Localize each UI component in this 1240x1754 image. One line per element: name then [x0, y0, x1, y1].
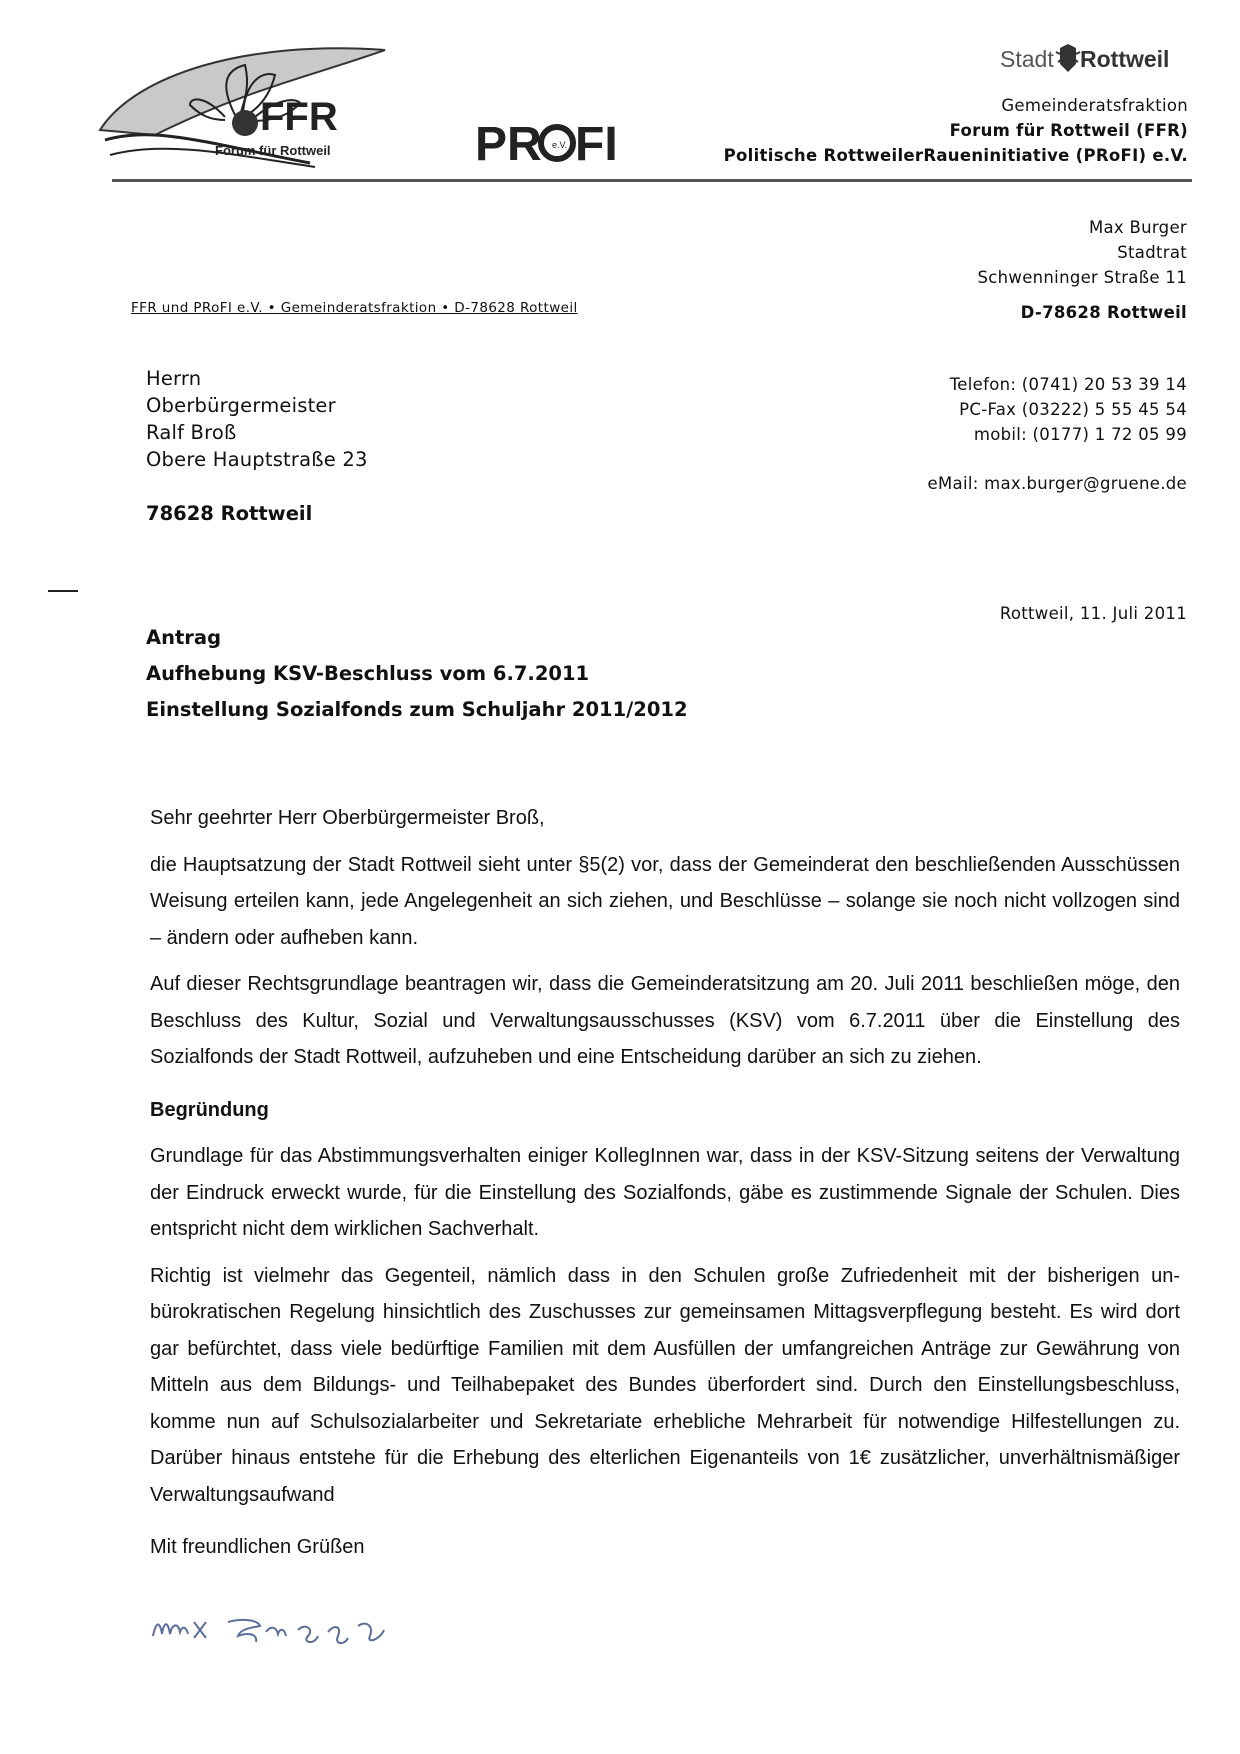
svg-text:PR: PR	[475, 118, 542, 167]
sender-name: Max Burger	[1088, 218, 1187, 237]
ffr-logo-text: FFR	[260, 95, 338, 139]
letter-date: Rottweil, 11. Juli 2011	[999, 604, 1187, 623]
recipient-street: Obere Hauptstraße 23	[146, 448, 368, 471]
subject-line-3: Einstellung Sozialfonds zum Schuljahr 2011/2012	[146, 698, 688, 721]
closing: Mit freundlichen Grüßen	[150, 1536, 365, 1558]
sender-address	[787, 215, 1187, 290]
recipient-address	[146, 365, 368, 473]
letterhead-header	[628, 93, 1188, 168]
header-profi-line: Politische RottweilerRaueninitiative (PRoFI) e.V.	[723, 146, 1188, 165]
svg-text:Rottweil: Rottweil	[1080, 46, 1170, 72]
svg-text:e.V.: e.V.	[552, 140, 568, 150]
contact-phone: Telefon: (0741) 20 53 39 14	[949, 375, 1187, 394]
ffr-logo-subtitle: Forum für Rottweil	[215, 143, 331, 158]
body-paragraph-4: Richtig ist vielmehr das Gegenteil, nämlich dass in den Schulen große Zufriedenheit mit der bisherigen unbürokratischen Regelung hinsichtlich des Zuschusses zur gemeinsamen Mittagsverpflegung besteht. Es wird dort gar befürchtet, dass viele bedürftige Familien mit dem Ausfüllen der umfangreichen Anträge zur Gewährung von Mitteln aus dem Bildungs- und Teilhabepaket des Bundes überfordert sind. Durch den Einstellungsbeschluss, komme nun auf Schulsozialarbeiter und Sekretariate erhebliche Mehrarbeit für notwendige Hilfestellungen zu. Darüber hinaus entstehe für die Erhebung des elterlichen Eigenanteils von 1€ zusätzlicher, unverhältnismäßiger Verwaltungsaufwand	[150, 1264, 1180, 1506]
contact-fax: PC-Fax (03222) 5 55 45 54	[959, 400, 1187, 419]
return-address-line: FFR und PRoFI e.V. • Gemeinderatsfraktion • D-78628 Rottweil	[131, 300, 578, 316]
sender-city: D-78628 Rottweil	[1020, 303, 1187, 322]
recipient-salutation: Herrn	[146, 367, 202, 390]
subject-line-2: Aufhebung KSV-Beschluss vom 6.7.2011	[146, 662, 590, 685]
header-divider	[112, 179, 1192, 182]
body-paragraph-2: Auf dieser Rechtsgrundlage beantragen wir, dass die Gemeinderatsitzung am 20. Juli 2011 beschließen möge, den Beschluss des Kultur, Sozial und Verwaltungsausschusses (KSV) vom 6.7.2011 über die Einstellung des Sozialfonds der Stadt Rottweil, aufzuheben und eine Entscheidung darüber an sich zu ziehen.	[150, 973, 1180, 1068]
header-faction-line: Gemeinderatsfraktion	[1001, 96, 1188, 115]
svg-text:Stadt: Stadt	[1000, 46, 1054, 72]
subject-line-1: Antrag	[146, 626, 222, 649]
greeting: Sehr geehrter Herr Oberbürgermeister Broß,	[150, 807, 545, 829]
recipient-city: 78628 Rottweil	[146, 502, 313, 525]
ffr-logo	[95, 35, 395, 170]
recipient-name: Ralf Broß	[146, 421, 237, 444]
fold-mark	[48, 590, 78, 592]
contact-block	[767, 372, 1187, 447]
handwritten-signature	[148, 1596, 408, 1656]
sender-role: Stadtrat	[1117, 243, 1187, 262]
svg-text:FI: FI	[575, 118, 618, 167]
contact-mobile: mobil: (0177) 1 72 05 99	[973, 425, 1187, 444]
recipient-title: Oberbürgermeister	[146, 394, 336, 417]
body-paragraph-1: die Hauptsatzung der Stadt Rottweil sieht unter §5(2) vor, dass der Gemeinderat den beschließenden Ausschüssen Weisung erteilen kann, jede Angelegenheit an sich ziehen, und Beschlüsse – solange sie noch nicht vollzogen sind – ändern oder aufheben kann.	[150, 853, 1180, 949]
letter-body	[150, 800, 1180, 1576]
contact-email: eMail: max.burger@gruene.de	[927, 474, 1187, 493]
sender-street: Schwenninger Straße 11	[977, 268, 1187, 287]
section-heading: Begründung	[150, 1098, 269, 1121]
stadt-rottweil-logo	[1000, 40, 1190, 80]
body-paragraph-3: Grundlage für das Abstimmungsverhalten einiger KollegInnen war, dass in der KSV-Sitzung seitens der Verwaltung der Eindruck erweckt wurde, für die Einstellung des Sozialfonds, gäbe es zustimmende Signale der Schulen. Dies entspricht nicht dem wirklichen Sachverhalt.	[150, 1145, 1180, 1240]
header-ffr-line: Forum für Rottweil (FFR)	[949, 121, 1188, 140]
subject-block	[146, 620, 688, 728]
